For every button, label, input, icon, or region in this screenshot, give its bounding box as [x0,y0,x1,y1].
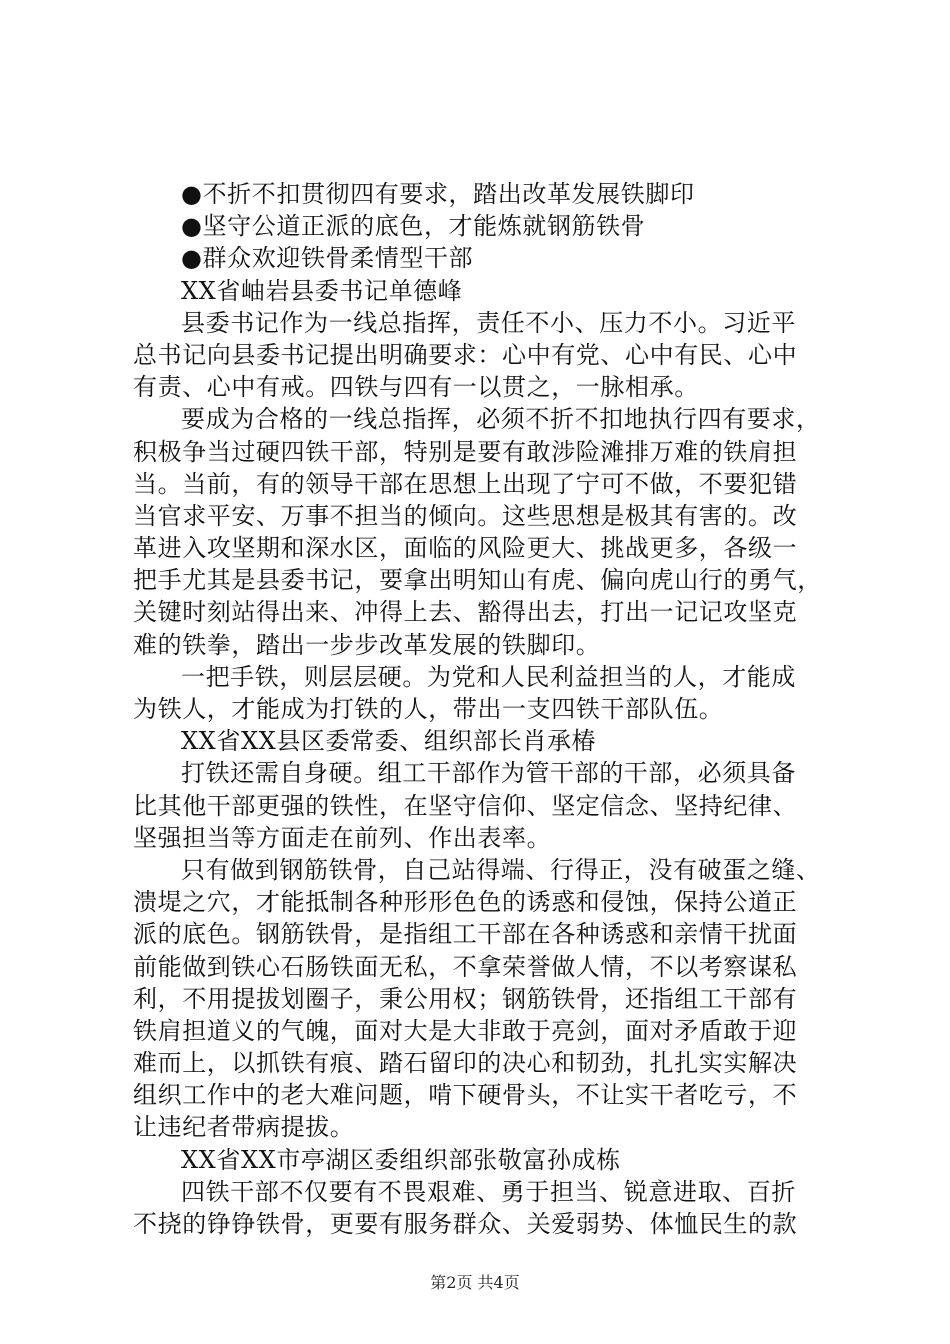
text-line: 四铁干部不仅要有不畏艰难、勇于担当、锐意进取、百折 [181,1177,796,1206]
text-line: 不挠的铮铮铁骨，更要有服务群众、关爱弱势、体恤民生的款 [133,1210,798,1238]
text-line: 革进入攻坚期和深水区，面临的风险更大、挑战更多，各级一 [133,534,798,563]
text-line: 只有做到钢筋铁骨，自己站得端、行得正，没有破蛋之缝、 [181,855,821,884]
text-line: 前能做到铁心石肠铁面无私，不拿荣誉做人情，不以考察谋私 [133,952,798,981]
text-line: 当。当前，有的领导干部在思想上出现了宁可不做，不要犯错 [133,469,798,498]
page-footer: 第2页 共4页 [430,1273,520,1292]
text-line: 让违纪者带病提拔。 [133,1113,355,1142]
text-line: 组织工作中的老大难问题，啃下硬骨头，不让实干者吃亏，不 [133,1081,798,1110]
text-line: 比其他干部更强的铁性，在坚守信仰、坚定信念、坚持纪律、 [133,791,798,820]
text-line: 派的底色。钢筋铁骨，是指组工干部在各种诱惑和亲情干扰面 [133,920,798,949]
text-line: 积极争当过硬四铁干部，特别是要有敢涉险滩排万难的铁肩担 [133,437,798,466]
text-line: 利，不用提拔划圈子，秉公用权；钢筋铁骨，还指组工干部有 [133,984,798,1013]
text-line: 当官求平安、万事不担当的倾向。这些思想是极其有害的。改 [133,501,798,530]
text-line: XX省XX市亭湖区委组织部张敬富孙成栋 [181,1145,621,1174]
text-line: 难的铁拳，踏出一步步改革发展的铁脚印。 [133,630,601,659]
text-line: ●不折不扣贯彻四有要求，踏出改革发展铁脚印 [181,180,695,208]
document-body [133,178,833,1240]
text-line: ●群众欢迎铁骨柔情型干部 [181,244,474,273]
text-line: 县委书记作为一线总指挥，责任不小、压力不小。习近平 [181,308,796,337]
text-line: 一把手铁，则层层硬。为党和人民利益担当的人，才能成 [181,662,796,691]
text-line: 溃堤之穴，才能抵制各种形形色色的诱惑和侵蚀，保持公道正 [133,888,798,917]
text-line: 为铁人，才能成为打铁的人，带出一支四铁干部队伍。 [133,695,724,723]
text-line: 坚强担当等方面走在前列、作出表率。 [133,823,552,852]
text-line: 难而上，以抓铁有痕、踏石留印的决心和韧劲，扎扎实实解决 [133,1049,798,1078]
text-line: XX省岫岩县委书记单德峰 [181,276,463,305]
text-line: XX省XX县区委常委、组织部长肖承椿 [181,727,597,756]
text-line: 总书记向县委书记提出明确要求：心中有党、心中有民、心中 [133,340,798,369]
text-line: 关键时刻站得出来、冲得上去、豁得出去，打出一记记攻坚克 [133,598,798,627]
text-line: 铁肩担道义的气魄，面对大是大非敢于亮剑，面对矛盾敢于迎 [133,1016,798,1045]
text-line: 有责、心中有戒。四铁与四有一以贯之，一脉相承。 [133,373,699,402]
text-line: ●坚守公道正派的底色，才能炼就钢筋铁骨 [181,212,646,241]
text-line: 打铁还需自身硬。组工干部作为管干部的干部，必须具备 [181,759,796,788]
text-line: 要成为合格的一线总指挥，必须不折不扣地执行四有要求， [181,405,821,434]
text-line: 把手尤其是县委书记，要拿出明知山有虎、偏向虎山行的勇气， [133,566,822,595]
